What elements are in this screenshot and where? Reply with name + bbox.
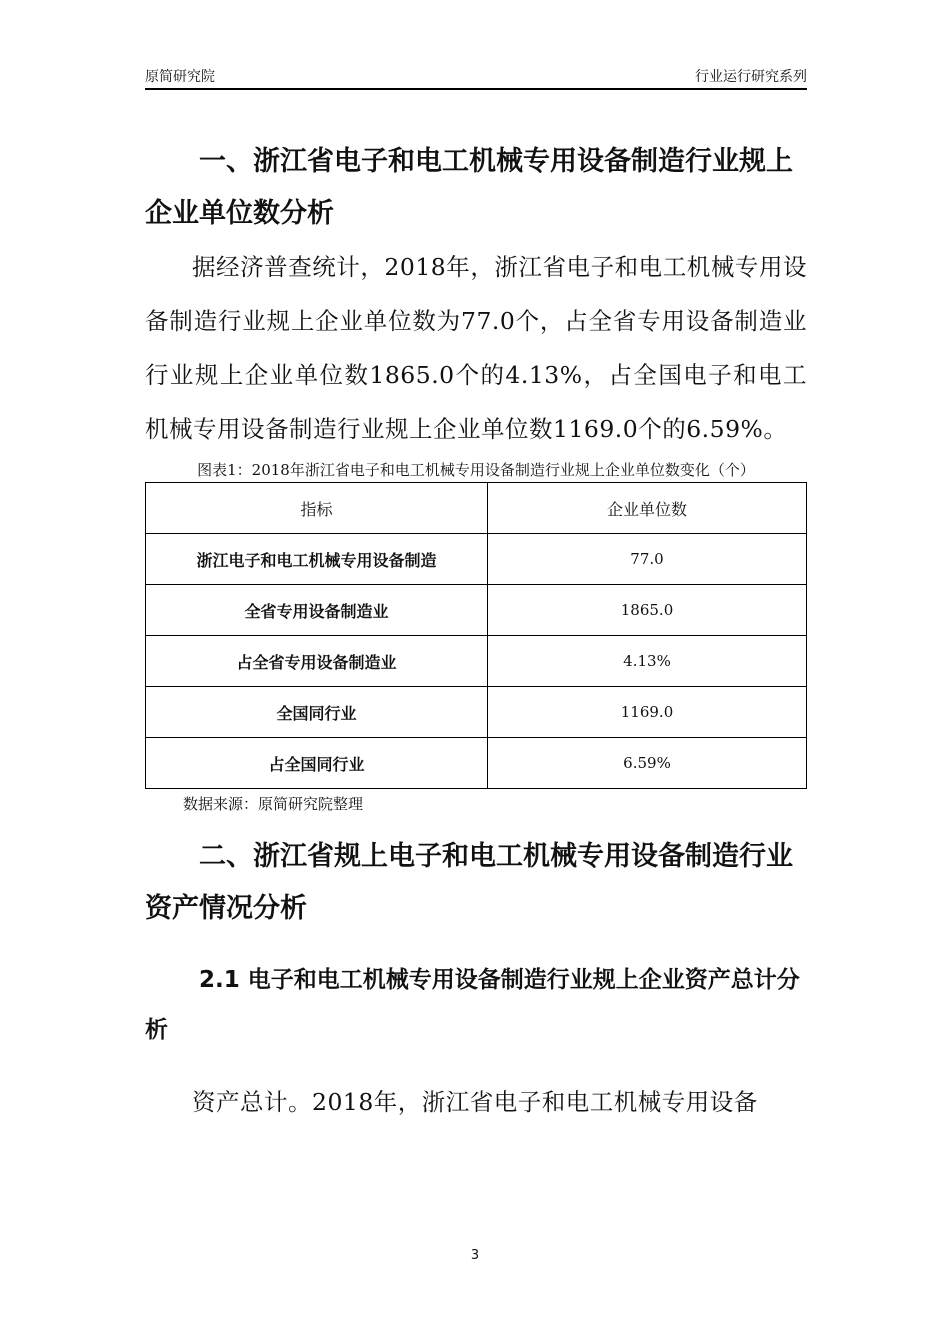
table-1-caption: 图表1：2018年浙江省电子和电工机械专用设备制造行业规上企业单位数变化（个） — [197, 461, 755, 479]
section-2-paragraph: 资产总计。2018年，浙江省电子和电工机械专用设备 — [192, 1088, 758, 1116]
table-header-count: 企业单位数 — [488, 483, 807, 534]
table-header-indicator: 指标 — [146, 483, 488, 534]
table-row — [146, 585, 807, 636]
page-header — [145, 66, 807, 90]
table-row — [146, 687, 807, 738]
page-number: 3 — [470, 1248, 480, 1263]
section-2-heading: 二、浙江省规上电子和电工机械专用设备制造行业资产情况分析 — [145, 841, 793, 924]
header-right-text: 行业运行研究系列 — [695, 69, 807, 85]
table-row-label: 浙江电子和电工机械专用设备制造 — [146, 534, 488, 585]
table-row-value: 4.13% — [488, 636, 807, 687]
table-row — [146, 738, 807, 789]
table-1 — [145, 482, 807, 789]
table-row-label: 占全国同行业 — [146, 738, 488, 789]
table-1-source: 数据来源：原简研究院整理 — [183, 795, 364, 813]
table-header-row — [146, 483, 807, 534]
table-row — [146, 534, 807, 585]
section-2-1-heading: 2.1 电子和电工机械专用设备制造行业规上企业资产总计分析 — [145, 967, 800, 1043]
section-1-paragraph: 据经济普查统计，2018年，浙江省电子和电工机械专用设备制造行业规上企业单位数为77.0个，占全省专用设备制造业行业规上企业单位数1865.0个的4.13%，占全国电子和电工机械专用设备制造行业规上企业单位数1169.0个的6.59%。 — [145, 253, 807, 443]
table-row-label: 全省专用设备制造业 — [146, 585, 488, 636]
table-row-label: 全国同行业 — [146, 687, 488, 738]
table-row-value: 77.0 — [488, 534, 807, 585]
table-row-value: 6.59% — [488, 738, 807, 789]
table-row-value: 1865.0 — [488, 585, 807, 636]
table-row-value: 1169.0 — [488, 687, 807, 738]
table-row — [146, 636, 807, 687]
table-row-label: 占全省专用设备制造业 — [146, 636, 488, 687]
document-body — [145, 136, 807, 1129]
header-left-text: 原简研究院 — [145, 69, 215, 85]
section-1-heading: 一、浙江省电子和电工机械专用设备制造行业规上企业单位数分析 — [145, 146, 793, 229]
